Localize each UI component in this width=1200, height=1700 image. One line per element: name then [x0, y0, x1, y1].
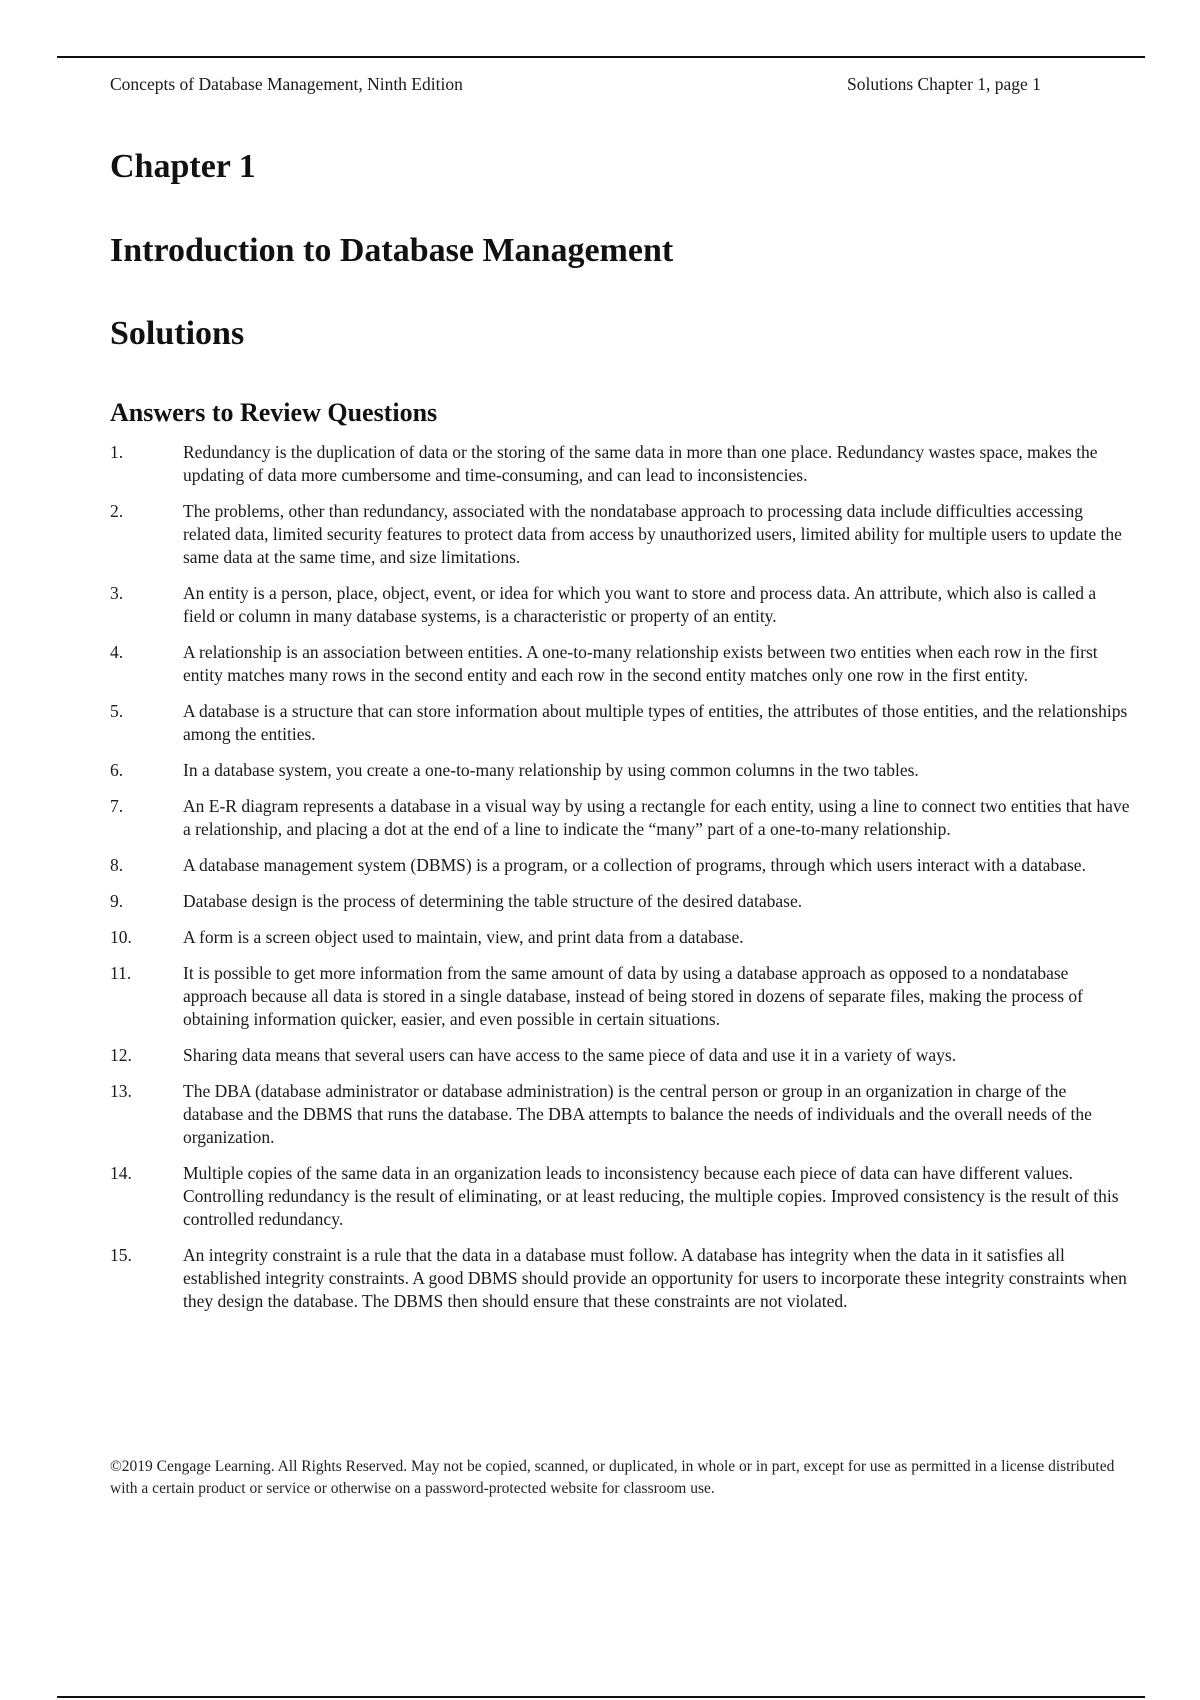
answer-number: 6. [110, 760, 124, 780]
answer-text: An E-R diagram represents a database in a visual way by using a rectangle for each entity, using a line to connect two entities that have a relationship, and placing a dot at the end of a line to indicate the “many” part of a one-to-many relationship. [183, 796, 1130, 839]
answer-item [110, 500, 1130, 569]
answer-number: 7. [110, 796, 124, 816]
answer-item [110, 926, 1130, 949]
answer-text: Redundancy is the duplication of data or the storing of the same data in more than one place. Redundancy wastes space, makes the updating of data more cumbersome and time-consuming, and can lead to inconsistencies. [183, 442, 1098, 485]
header-page-label: Solutions Chapter 1, page 1 [847, 74, 1041, 94]
answer-item [110, 1244, 1130, 1313]
chapter-subject-title: Introduction to Database Management [110, 232, 674, 269]
answer-item [110, 441, 1130, 487]
answer-item [110, 962, 1130, 1031]
answer-item [110, 582, 1130, 628]
answer-number: 10. [110, 927, 132, 947]
answer-item [110, 700, 1130, 746]
answer-text: In a database system, you create a one-to-many relationship by using common columns in the two tables. [183, 760, 919, 780]
answers-list [110, 441, 1130, 1326]
answer-text: A relationship is an association between entities. A one-to-many relationship exists between two entities when each row in the first entity matches many rows in the second entity and each row in the second entity matches only one row in the first entity. [183, 642, 1098, 685]
answer-item [110, 890, 1130, 913]
answer-number: 3. [110, 583, 124, 603]
copyright-notice: ©2019 Cengage Learning. All Rights Reserved. May not be copied, scanned, or duplicated, in whole or in part, except for use as permitted in a license distributed with a certain product or service or otherwise on a password-protected website for classroom use. [110, 1458, 1115, 1497]
answer-item [110, 795, 1130, 841]
answer-number: 11. [110, 963, 132, 983]
answer-number: 13. [110, 1081, 132, 1101]
answer-number: 5. [110, 701, 124, 721]
solutions-title: Solutions [110, 315, 245, 352]
answer-number: 4. [110, 642, 124, 662]
bottom-rule [57, 1696, 1145, 1698]
section-heading: Answers to Review Questions [110, 398, 438, 427]
answer-text: Database design is the process of determining the table structure of the desired database. [183, 891, 803, 911]
answer-item [110, 641, 1130, 687]
answer-text: A form is a screen object used to maintain, view, and print data from a database. [183, 927, 744, 947]
answer-text: An integrity constraint is a rule that the data in a database must follow. A database has integrity when the data in it satisfies all established integrity constraints. A good DBMS should provide an opportunity for users to incorporate these integrity constraints when they design the database. The DBMS then should ensure that these constraints are not violated. [183, 1245, 1127, 1311]
answer-text: The DBA (database administrator or database administration) is the central person or group in an organization in charge of the database and the DBMS that runs the database. The DBA attempts to balance the needs of individuals and the overall needs of the organization. [183, 1081, 1092, 1147]
answer-number: 12. [110, 1045, 132, 1065]
answer-number: 2. [110, 501, 124, 521]
answer-text: Sharing data means that several users can have access to the same piece of data and use it in a variety of ways. [183, 1045, 957, 1065]
answer-item [110, 1044, 1130, 1067]
answer-item [110, 1080, 1130, 1149]
answer-number: 15. [110, 1245, 132, 1265]
answer-text: The problems, other than redundancy, associated with the nondatabase approach to processing data include difficulties accessing related data, limited security features to protect data from access by unauthorized users, limited ability for multiple users to update the same data at the same time, and size limitations. [183, 501, 1122, 567]
header-book-title: Concepts of Database Management, Ninth Edition [110, 74, 463, 94]
top-rule [57, 56, 1145, 58]
answer-item [110, 854, 1130, 877]
answer-item [110, 1162, 1130, 1231]
answer-number: 1. [110, 442, 124, 462]
answer-number: 8. [110, 855, 124, 875]
answer-item [110, 759, 1130, 782]
chapter-title: Chapter 1 [110, 148, 256, 185]
answer-number: 9. [110, 891, 124, 911]
answer-text: A database management system (DBMS) is a program, or a collection of programs, through which users interact with a database. [183, 855, 1086, 875]
answer-text: It is possible to get more information from the same amount of data by using a database approach as opposed to a nondatabase approach because all data is stored in a single database, instead of being stored in dozens of separate files, making the process of obtaining information quicker, easier, and even possible in certain situations. [183, 963, 1083, 1029]
answer-text: An entity is a person, place, object, event, or idea for which you want to store and process data. An attribute, which also is called a field or column in many database systems, is a characteristic or property of an entity. [183, 583, 1097, 626]
answer-text: A database is a structure that can store information about multiple types of entities, the attributes of those entities, and the relationships among the entities. [183, 701, 1128, 744]
answer-number: 14. [110, 1163, 132, 1183]
answer-text: Multiple copies of the same data in an organization leads to inconsistency because each piece of data can have different values. Controlling redundancy is the result of eliminating, or at least reducing, the multiple copies. Improved consistency is the result of this controlled redundancy. [183, 1163, 1119, 1229]
